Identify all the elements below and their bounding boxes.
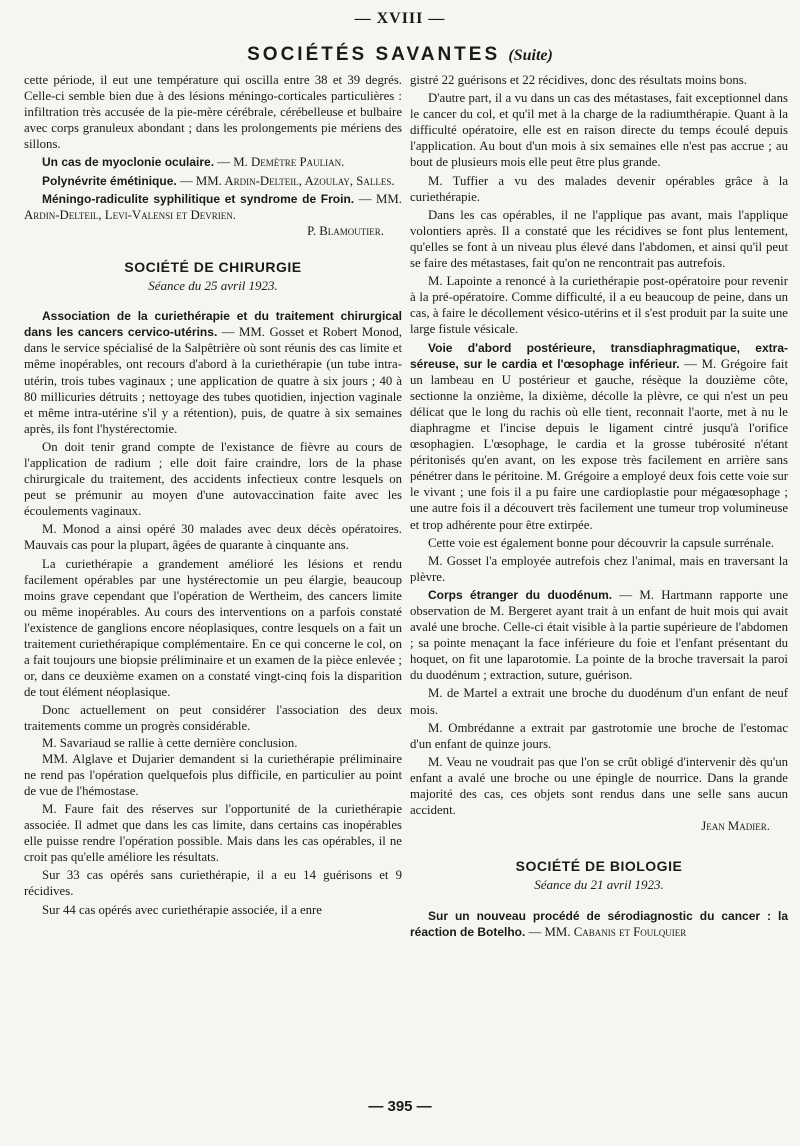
- paragraph: MM. Alglave et Dujarier demandent si la curiethérapie préliminaire ne rend pas l'opération quelquefois plus difficile, en particulier au point de vue de l'hémostase.: [24, 751, 402, 798]
- entry-text: — MM. Ardin-Delteil, Azoulay, Salles.: [179, 173, 395, 188]
- paragraph: M. Savariaud se rallie à cette dernière conclusion.: [42, 735, 298, 750]
- section-heading-chirurgie: SOCIÉTÉ DE CHIRURGIE: [124, 258, 302, 275]
- entry-text: — M. Grégoire fait un lambeau en U postérieur et gauche, résèque la douzième côte, sectionne la onzième, la dixième, décolle la plèvre, ce qui n'est un peu délicat que le long du rachis où elle tient, reconnait l'aorte, met à nu le diaphragme et l'incise depuis le ligament cintré jusqu'à l'orifice œsophagien. L'œsophage, le cardia et la grosse tubérosité n'étant péritonisés qu'en avant, on les expose très facilement en arrière sans pénétrer dans le péritoine. M. Grégoire a employé deux fois cette voie sur le vivant ; une fois il a pu faire une cardioplastie pour mégaœsophage ; une autre fois il a découvert très facilement une tumeur trop volumineuse et trop adhérente pour être extirpée.: [410, 356, 789, 532]
- entry-voie-abord: [410, 340, 788, 533]
- paragraph: M. Monod a ainsi opéré 30 malades avec deux décès opératoires. Mauvais cas pour la plupart, âgées de quarante à cinquante ans.: [24, 522, 402, 553]
- entry-corps-etranger: [410, 587, 788, 684]
- paragraph: Cette voie est également bonne pour découvrir la capsule surrénale.: [428, 535, 775, 550]
- paragraph: M. Veau ne voudrait pas que l'on se crût obligé d'intervenir dès qu'un enfant a avalé une broche ou une épingle de nourrice. Dans la grande majorité des cas, ces objets sont rendus dans une selle sans aucun accident.: [410, 754, 788, 818]
- masthead-title: SOCIÉTÉS SAVANTES: [247, 44, 501, 65]
- entry-serodiagnostic: [410, 908, 788, 940]
- entry-title: Méningo-radiculite syphilitique et syndrome de Froin.: [42, 191, 355, 206]
- paragraph: gistré 22 guérisons et 22 récidives, donc des résultats moins bons.: [410, 73, 747, 87]
- paragraph: Donc actuellement on peut considérer l'association des deux traitements comme un progrès considérable.: [24, 703, 402, 734]
- paragraph: On doit tenir grand compte de l'existance de fièvre au cours de l'application de radium ; elle doit faire craindre, lors de la phase chirurgicale du traitement, des accidents infectieux contre lesquels on peut se prémunir au moyen d'une autovaccination faite avec les écoulements vaginaux.: [24, 439, 402, 519]
- paragraph: Dans les cas opérables, il ne l'applique pas avant, mais l'applique volontiers après. Il a constaté que les récidives se font plus lentement, qu'elles se font à un niveau plus élevé dans l'abdomen, et ainsi qu'il peut se faire des métastases, fait qu'on ne rencontrait pas autrefois.: [410, 207, 788, 271]
- paragraph: Sur 44 cas opérés avec curiethérapie associée, il a enre: [42, 902, 322, 917]
- entry-meningo: [24, 191, 402, 223]
- paragraph: M. Faure fait des réserves sur l'opportunité de la curiethérapie associée. Il admet que dans les cas limite, dans certains cas inopérables elle puisse rendre l'opération possible. Mais dans les cas opérables, il ne croit pas qu'elle améliore les résultats.: [24, 801, 402, 865]
- page-number: — 395 —: [368, 1098, 432, 1115]
- signature: Jean Madier.: [701, 819, 770, 834]
- entry-text: — M. Hartmann rapporte une observation de M. Bergeret ayant trait à un enfant de huit mois qui avait avalé une broche. Celle-ci était visible à la partie supérieure de l'abdomen ; sa pointe menaçant la face inférieure du foie et l'enfant présentant du hoquet, on fit une laparotomie. La pointe de la broche traversait la paroi du duodénum ; extraction, suture, guérison.: [410, 587, 789, 683]
- entry-polynevrite: [24, 173, 402, 189]
- masthead-suite: (Suite): [508, 47, 553, 64]
- paragraph: Sur 33 cas opérés sans curiethérapie, il a eu 14 guérisons et 9 récidives.: [24, 868, 402, 899]
- entry-text: — MM. Gosset et Robert Monod, dans le service spécialisé de la Salpêtrière où sont réunis des cas limite et même inopérables, ont recours d'abord à la curiethérapie (un tube intra-utérin, trois tubes vaginaux ; une application de quatre à six jours ; 40 à 80 millicuries détruits ; nettoyage des tubes quotidien, injection vaginale et même intra-utérine s'il y a rétention), puis, de quatre à six semaines après, ils font l'hystérectomie.: [24, 325, 402, 436]
- page-folio-top: — XVIII —: [354, 10, 446, 27]
- entry-text: — MM. Ardin-Delteil, Levi-Valensi et Devrien.: [24, 191, 403, 222]
- paragraph: cette période, il eut une température qui oscilla entre 38 et 39 degrés. Celle-ci semble bien due à des lésions méningo-corticales particulières : infiltration très accusée de la pie-mère cérébrale, cérébelleuse et bulbaire avec corps granuleux abondant ; dans les prolongements pie mériens des sillons.: [24, 73, 402, 152]
- left-column: [24, 72, 402, 918]
- entry-text: — M. Demètre Paulian.: [217, 155, 345, 170]
- paragraph: D'autre part, il a vu dans un cas des métastases, fait exceptionnel dans le cancer du col, et qu'il met à la charge de la radiumthérapie. Quant à la difficulté opératoire, elle est en raison directe du temps écoulé depuis l'application. Au bout d'un mois à six semaines elle n'est pas accrue ; au bout de plusieurs mois elle peut être plus grande.: [410, 91, 788, 170]
- seance-date: Séance du 25 avril 1923.: [148, 278, 278, 294]
- right-column: [410, 72, 788, 940]
- entry-association: [24, 308, 402, 437]
- entry-title: Voie d'abord postérieure, transdiaphragmatique, extra-séreuse, sur le cardia et l'œsophage inférieur.: [410, 340, 788, 371]
- entry-title: Sur un nouveau procédé de sérodiagnostic du cancer : la réaction de Botelho.: [410, 908, 788, 939]
- paragraph: M. de Martel a extrait une broche du duodénum d'un enfant de neuf mois.: [410, 686, 788, 717]
- paragraph: M. Tuffier a vu des malades devenir opérables grâce à la curiethérapie.: [410, 173, 788, 204]
- section-heading-biologie: SOCIÉTÉ DE BIOLOGIE: [515, 858, 683, 875]
- page-title: [0, 44, 800, 66]
- paragraph: M. Gosset l'a employée autrefois chez l'animal, mais en traversant la plèvre.: [410, 553, 788, 584]
- signature: P. Blamoutier.: [307, 223, 384, 238]
- entry-myoclonie: [24, 154, 402, 170]
- paragraph: M. Ombrédanne a extrait par gastrotomie une broche de l'estomac d'un enfant de quinze jours.: [410, 720, 788, 751]
- entry-text: — MM. Cabanis et Foulquier: [528, 924, 687, 939]
- entry-title: Corps étranger du duodénum.: [428, 587, 613, 602]
- paragraph: La curiethérapie a grandement amélioré les lésions et rendu facilement opérables par une hystérectomie un peu élargie, beaucoup moins grave cependant que l'opération de Wertheim, des cancers limite ou même inopérables. Au cours des interventions on a parfois constaté l'existence de ganglions encore néoplasiques, contre lesquels on a fait un traitement curiethérapique complémentaire. En ce qui concerne le col, on a fait toujours une biopsie préliminaire et un examen de la pièce enlevée ; or, dans ce deuxième examen on a constaté vingt-cinq fois la disparition de tout élément néoplasique.: [24, 556, 402, 700]
- entry-title: Association de la curiethérapie et du traitement chirurgical dans les cancers cervico-utérins.: [24, 309, 402, 340]
- entry-title: Un cas de myoclonie oculaire.: [42, 155, 215, 170]
- paragraph: M. Lapointe a renoncé à la curiethérapie post-opératoire pour revenir à la pré-opératoire. Comme difficulté, il a eu beaucoup de peine, dans un cas, à faire le décollement vésico-utérins et il s'est produit par la suite une large fistule vésicale.: [410, 274, 788, 337]
- entry-title: Polynévrite émétinique.: [42, 173, 177, 188]
- seance-date: Séance du 21 avril 1923.: [534, 877, 664, 893]
